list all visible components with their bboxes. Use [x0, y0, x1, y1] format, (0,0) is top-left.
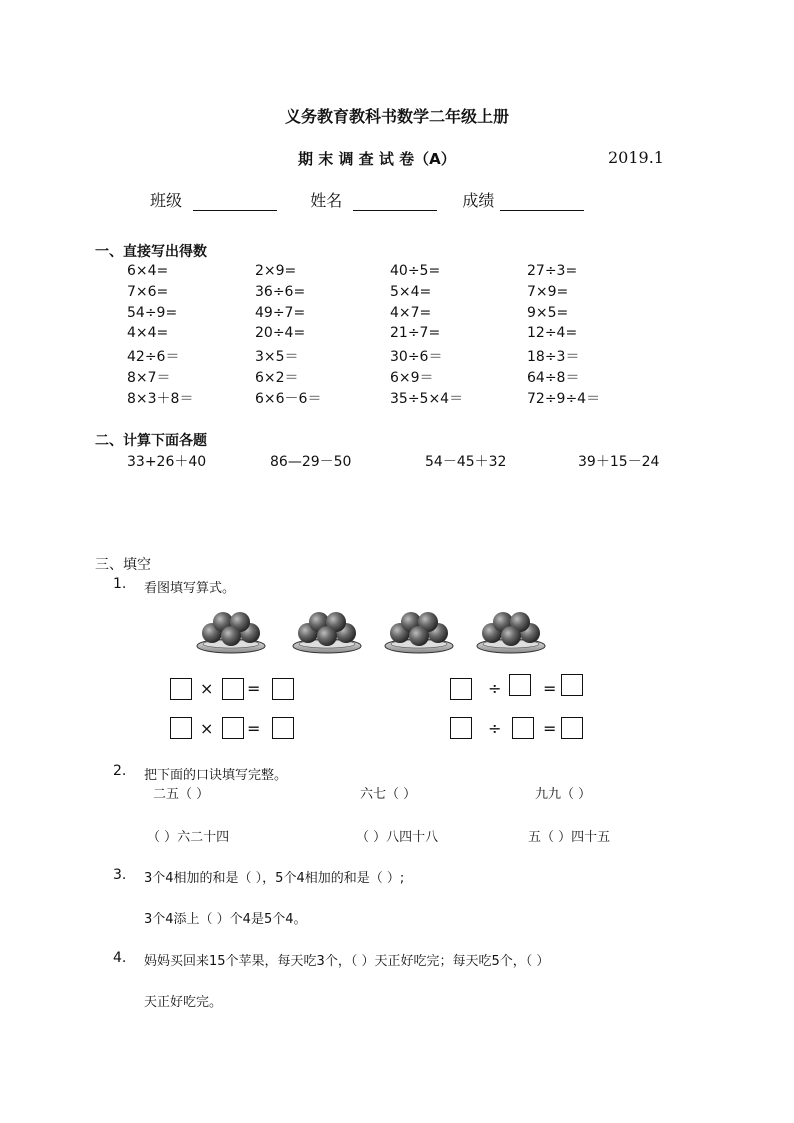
divide-sign: ÷ — [488, 679, 502, 698]
answer-box[interactable] — [509, 674, 531, 696]
oral-calc-item: 6×9＝ — [390, 370, 434, 386]
calc-item: 54－45＋32 — [425, 454, 507, 470]
q2-number: 2. — [113, 763, 127, 779]
oral-calc-item: 12÷4= — [527, 325, 578, 342]
answer-box[interactable] — [450, 678, 472, 700]
oral-calc-item: 6×4= — [127, 263, 169, 279]
score-blank[interactable] — [500, 196, 584, 211]
plates-illustration — [195, 608, 575, 658]
page-title: 义务教育教科书数学二年级上册 — [284, 107, 509, 126]
oral-calc-item: 21÷7= — [390, 325, 441, 342]
oral-calc-item: 30÷6＝ — [390, 349, 443, 366]
oral-calc-item: 35÷5×4＝ — [390, 390, 464, 407]
answer-box[interactable] — [170, 717, 192, 739]
mnemonic-blank: 六七（ ） — [360, 787, 417, 802]
oral-calc-item: 64÷8＝ — [527, 370, 580, 386]
oral-calc-item: 9×5= — [527, 304, 569, 321]
mnemonic-blank: 九九（ ） — [535, 787, 592, 802]
oral-calc-item: 8×3＋8＝ — [127, 390, 194, 407]
exam-date: 2019.1 — [608, 148, 664, 167]
class-blank[interactable] — [193, 196, 277, 211]
q3-line1: 3个4相加的和是（ ），5个4相加的和是（ ）; — [144, 871, 405, 886]
mnemonic-blank: （ ）六二十四 — [147, 830, 230, 845]
mnemonic-blank: （ ）八四十八 — [356, 830, 439, 845]
oral-calc-item: 72÷9÷4＝ — [527, 390, 601, 407]
oral-calc-item: 20÷4= — [255, 325, 306, 342]
oral-calc-item: 3×5＝ — [255, 349, 299, 366]
equals-sign: = — [543, 719, 557, 738]
plate-icon — [477, 612, 545, 653]
times-sign: × — [200, 719, 214, 738]
exam-subtitle: 期 末 调 查 试 卷（A） — [298, 150, 456, 168]
answer-box[interactable] — [561, 717, 583, 739]
oral-calc-item: 18÷3＝ — [527, 349, 580, 366]
oral-calc-item: 7×9= — [527, 283, 569, 300]
oral-calc-item: 4×4= — [127, 325, 169, 342]
oral-calc-item: 42÷6＝ — [127, 349, 180, 366]
oral-calc-item: 8×7＝ — [127, 370, 171, 386]
times-sign: × — [200, 679, 214, 698]
equals-sign: = — [543, 679, 557, 698]
q4-line1: 妈妈买回来15个苹果，每天吃3个，（ ）天正好吃完；每天吃5个，（ ） — [144, 954, 550, 969]
q3-number: 3. — [113, 867, 127, 883]
answer-box[interactable] — [272, 717, 294, 739]
equals-sign: = — [247, 679, 261, 698]
mnemonic-blank: 二五（ ） — [153, 787, 210, 802]
plate-icon — [197, 612, 265, 653]
calc-item: 39＋15－24 — [578, 454, 660, 470]
oral-calc-item: 49÷7= — [255, 304, 306, 321]
answer-box[interactable] — [222, 717, 244, 739]
name-blank[interactable] — [353, 196, 437, 211]
oral-calc-item: 54÷9= — [127, 304, 178, 321]
oral-calc-item: 7×6= — [127, 283, 169, 300]
oral-calc-item: 2×9= — [255, 263, 297, 279]
name-label: 姓名 — [310, 191, 343, 210]
answer-box[interactable] — [561, 674, 583, 696]
answer-box[interactable] — [450, 717, 472, 739]
q4-line2: 天正好吃完。 — [144, 995, 223, 1010]
answer-box[interactable] — [272, 678, 294, 700]
mnemonic-blank: 五（ ）四十五 — [528, 830, 611, 845]
calc-item: 86—29－50 — [270, 454, 352, 470]
q1-number: 1. — [113, 576, 127, 592]
q4-number: 4. — [113, 950, 127, 966]
oral-calc-item: 36÷6= — [255, 283, 306, 300]
plate-icon — [293, 612, 361, 653]
divide-sign: ÷ — [488, 719, 502, 738]
plate-icon — [385, 612, 453, 653]
oral-calc-item: 27÷3= — [527, 263, 578, 279]
class-label: 班级 — [150, 191, 183, 210]
oral-calc-item: 6×6－6＝ — [255, 390, 322, 407]
oral-calc-item: 4×7= — [390, 304, 432, 321]
q2-text: 把下面的口诀填写完整。 — [144, 768, 288, 783]
section1-heading: 一、直接写出得数 — [95, 244, 207, 260]
q3-line2: 3个4添上（ ）个4是5个4。 — [144, 912, 307, 927]
calc-item: 33+26＋40 — [127, 454, 207, 470]
answer-box[interactable] — [222, 678, 244, 700]
answer-box[interactable] — [512, 717, 534, 739]
oral-calc-item: 5×4= — [390, 283, 432, 300]
answer-box[interactable] — [170, 678, 192, 700]
equals-sign: = — [247, 719, 261, 738]
info-line — [150, 188, 584, 211]
q1-text: 看图填写算式。 — [144, 581, 236, 596]
score-label: 成绩 — [462, 191, 495, 210]
oral-calc-item: 6×2＝ — [255, 370, 299, 386]
section3-heading: 三、填空 — [95, 557, 151, 573]
oral-calc-item: 40÷5= — [390, 263, 441, 279]
section2-heading: 二、计算下面各题 — [95, 433, 207, 449]
